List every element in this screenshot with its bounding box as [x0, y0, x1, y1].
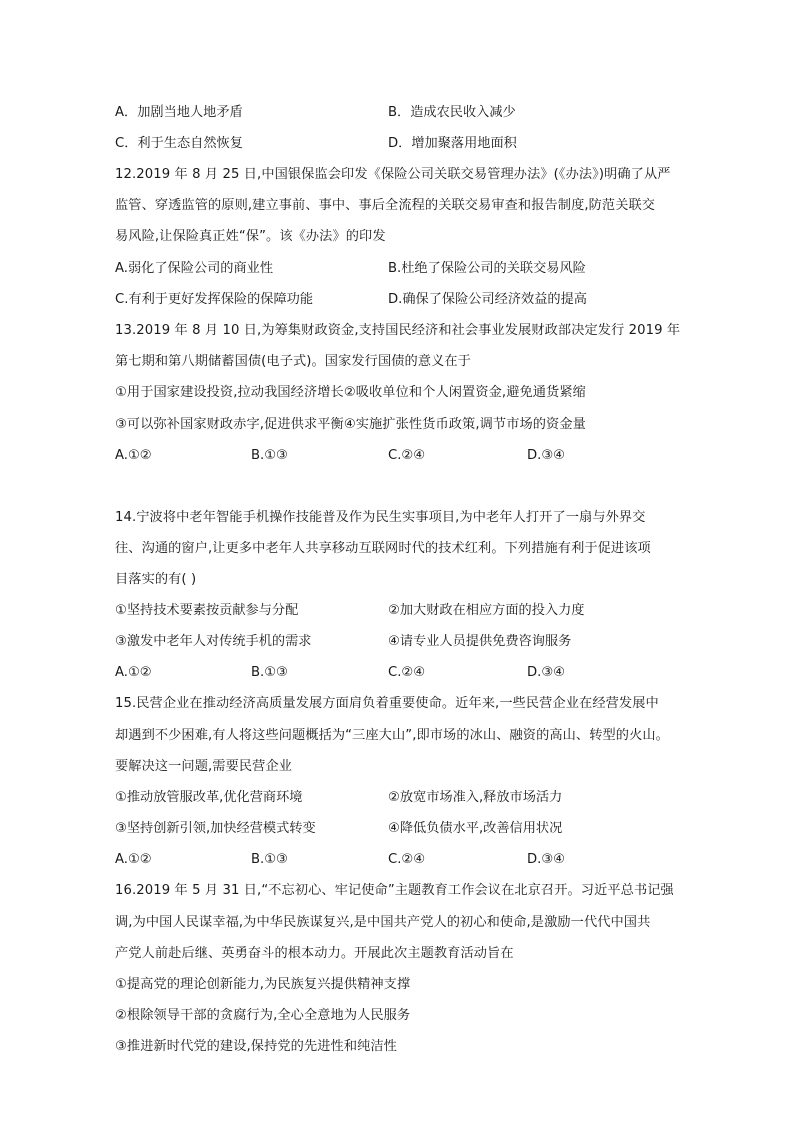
q16-item-2: ②根除领导干部的贪腐行为,全心全意地为人民服务 [115, 1008, 411, 1023]
q12-option-a[interactable]: A.弱化了保险公司的商业性 [115, 261, 274, 276]
q11-option-d[interactable]: D．增加聚落用地面积 [388, 136, 517, 151]
q15-stem-line-3: 要解决这一问题,需要民营企业 [115, 759, 293, 774]
q15-item-2: ②放宽市场准入,释放市场活力 [388, 790, 563, 805]
q13-item-line-2: ③可以弥补国家财政赤字,促进供求平衡④实施扩张性货币政策,调节市场的资金量 [115, 417, 586, 432]
q12-stem-line-2: 监管、穿透监管的原则,建立事前、事中、事后全流程的关联交易审查和报告制度,防范关联交 [115, 198, 656, 213]
q13-option-c[interactable]: C.②④ [388, 448, 426, 463]
q12-stem-line-3: 易风险,让保险真正姓“保”。该《办法》的印发 [115, 229, 386, 244]
q12-option-b[interactable]: B.杜绝了保险公司的关联交易风险 [388, 261, 586, 276]
q15-stem-line-2: 却遇到不少困难,有人将这些问题概括为“三座大山”,即市场的冰山、融资的高山、转型的火山。 [115, 728, 669, 743]
q11-option-b[interactable]: B．造成农民收入减少 [388, 105, 516, 120]
q13-option-b[interactable]: B.①③ [251, 448, 288, 463]
q16-item-1: ①提高党的理论创新能力,为民族复兴提供精神支撑 [115, 977, 411, 992]
q13-option-d[interactable]: D.③④ [527, 448, 565, 463]
q14-item-2: ②加大财政在相应方面的投入力度 [388, 603, 585, 618]
q13-option-a[interactable]: A.①② [115, 448, 152, 463]
q15-option-a[interactable]: A.①② [115, 852, 152, 867]
q15-item-4: ④降低负债水平,改善信用状况 [388, 821, 563, 836]
q15-option-c[interactable]: C.②④ [388, 852, 426, 867]
q14-stem-line-1: 14.宁波将中老年智能手机操作技能普及作为民生实事项目,为中老年人打开了一扇与外界交 [115, 510, 646, 525]
q14-stem-line-3: 目落实的有( ) [115, 572, 197, 587]
q11-option-a[interactable]: A．加剧当地人地矛盾 [115, 105, 243, 120]
q16-stem-line-3: 产党人前赴后继、英勇奋斗的根本动力。开展此次主题教育活动旨在 [115, 946, 514, 961]
q14-item-4: ④请专业人员提供免费咨询服务 [388, 634, 572, 649]
q15-stem-line-1: 15.民营企业在推动经济高质量发展方面肩负着重要使命。近年来,一些民营企业在经营发展中 [115, 696, 659, 711]
q12-stem-line-1: 12.2019 年 8 月 25 日,中国银保监会印发《保险公司关联交易管理办法》(《办法》)明确了从严 [115, 167, 671, 182]
q12-option-d[interactable]: D.确保了保险公司经济效益的提高 [388, 292, 587, 307]
q13-stem-line-2: 第七期和第八期储蓄国债(电子式)。国家发行国债的意义在于 [115, 354, 471, 369]
q14-option-c[interactable]: C.②④ [388, 665, 426, 680]
q12-option-c[interactable]: C.有利于更好发挥保险的保障功能 [115, 292, 314, 307]
q13-item-line-1: ①用于国家建设投资,拉动我国经济增长②吸收单位和个人闲置资金,避免通货紧缩 [115, 385, 586, 400]
q14-stem-line-2: 往、沟通的窗户,让更多中老年人共享移动互联网时代的技术红利。下列措施有利于促进该项 [115, 541, 651, 556]
q15-option-d[interactable]: D.③④ [527, 852, 565, 867]
q16-item-3: ③推进新时代党的建设,保持党的先进性和纯洁性 [115, 1039, 397, 1054]
q15-item-1: ①推动放管服改革,优化营商环境 [115, 790, 303, 805]
q14-item-1: ①坚持技术要素按贡献参与分配 [115, 603, 299, 618]
q16-stem-line-2: 调,为中国人民谋幸福,为中华民族谋复兴,是中国共产党人的初心和使命,是激励一代代中国共 [115, 915, 651, 930]
q14-option-b[interactable]: B.①③ [251, 665, 288, 680]
q14-option-d[interactable]: D.③④ [527, 665, 565, 680]
q16-stem-line-1: 16.2019 年 5 月 31 日,“不忘初心、牢记使命”主题教育工作会议在北京召开。习近平总书记强 [115, 883, 674, 898]
q11-option-c[interactable]: C．利于生态自然恢复 [115, 136, 243, 151]
q14-item-3: ③激发中老年人对传统手机的需求 [115, 634, 312, 649]
q14-option-a[interactable]: A.①② [115, 665, 152, 680]
q15-item-3: ③坚持创新引领,加快经营模式转变 [115, 821, 316, 836]
q13-stem-line-1: 13.2019 年 8 月 10 日,为筹集财政资金,支持国民经济和社会事业发展财政部决定发行 2019 年 [115, 323, 681, 338]
q15-option-b[interactable]: B.①③ [251, 852, 288, 867]
